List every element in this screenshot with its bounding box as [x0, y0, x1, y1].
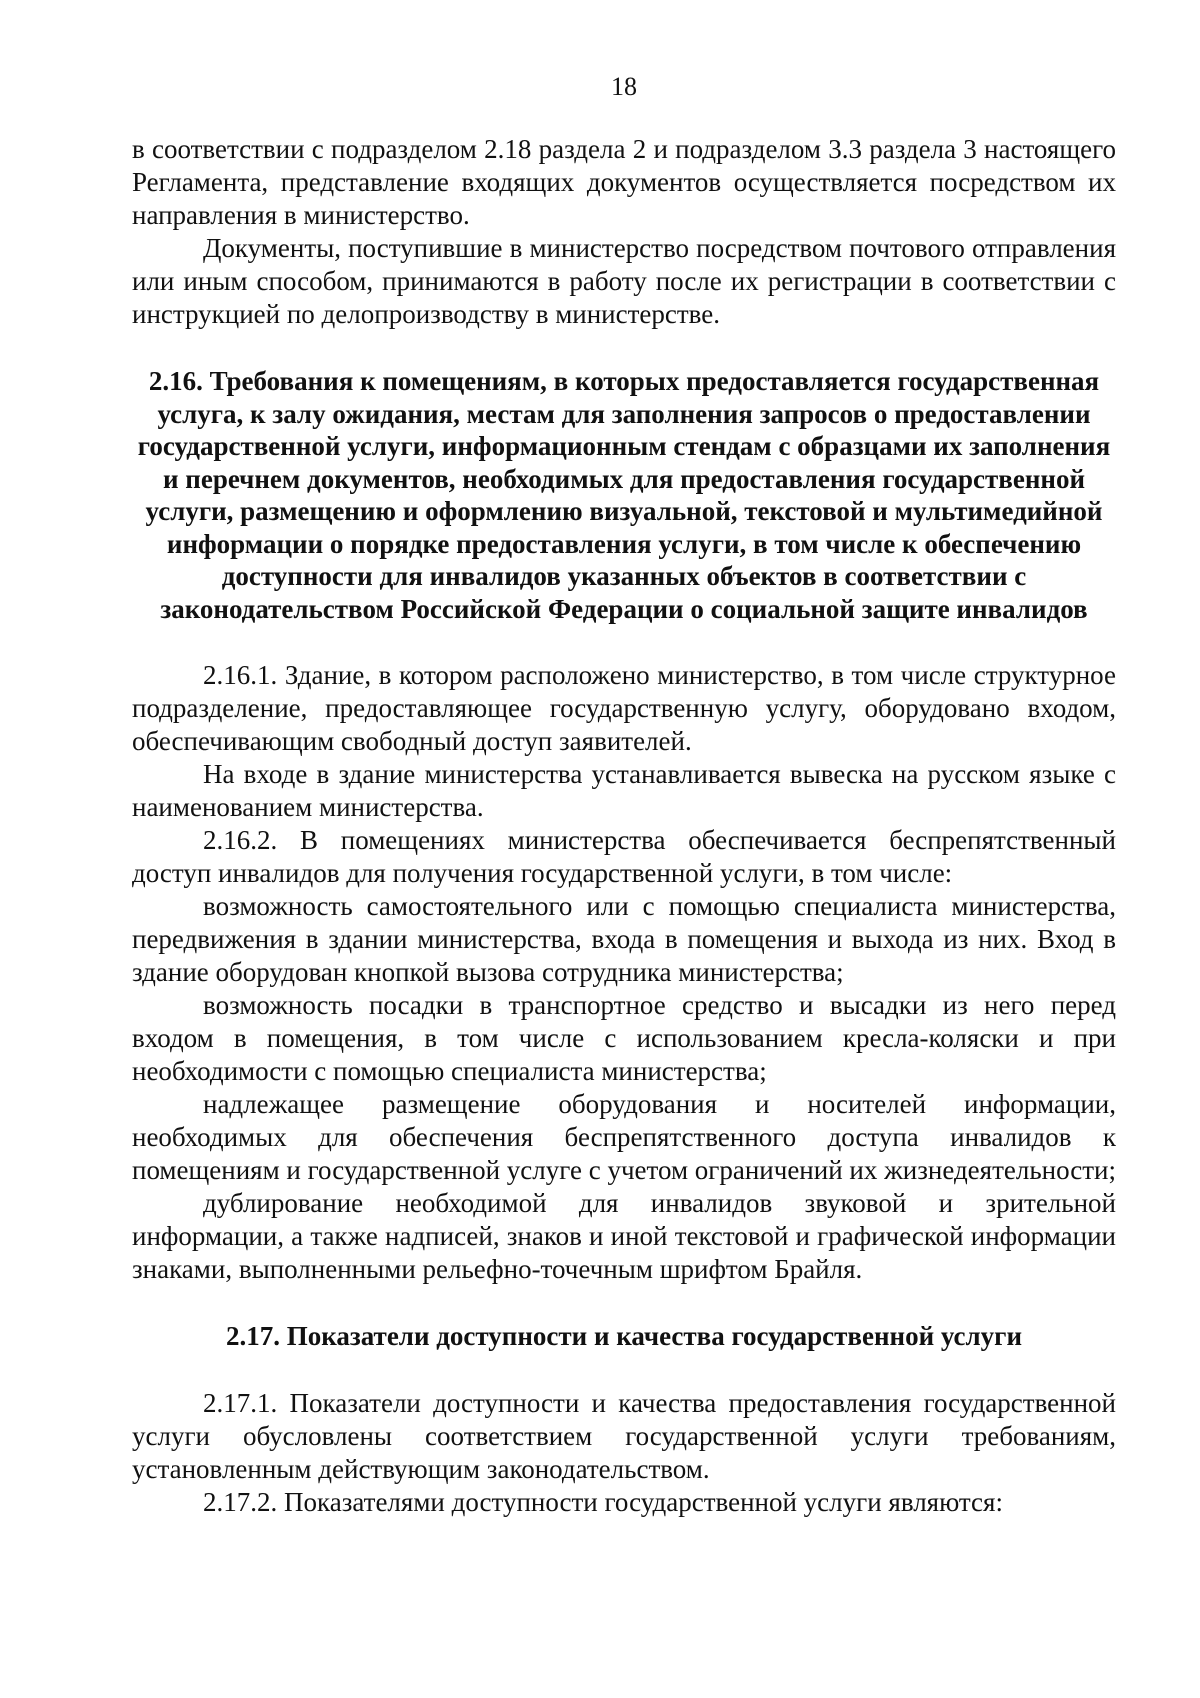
list-item-braille: дублирование необходимой для инвалидов звуковой и зрительной информации, а также надписей, знаков и иной текстовой и графической информации знаками, выполненными рельефно-точечным шрифтом Брайля.	[132, 1188, 1116, 1284]
list-item-equipment: надлежащее размещение оборудования и носителей информации, необходимых для обеспечения беспрепятственного доступа инвалидов к помещениям и государственной услуге с учетом ограничений их жизнедеятельности;	[132, 1089, 1117, 1185]
page-number: 18	[611, 72, 637, 101]
section-2-16-heading: 2.16. Требования к помещениям, в которых предоставляется государственная услуга, к залу ожидания, местам для заполнения запросов о предоставлении государственной услуги, информационным стендам с образцами их заполнения и перечнем документов, необходимых для предоставления государственной услуги, размещению и оформлению визуальной, текстовой и мультимедийной информации о порядке предоставления услуги, в том числе к обеспечению доступности для инвалидов указанных объектов в соответствии с законодательством Российской Федерации о социальной защите инвалидов	[137, 366, 1111, 624]
paragraph-signboard: На входе в здание министерства устанавливается вывеска на русском языке с наименованием министерства.	[132, 759, 1116, 822]
paragraph-2-17-2: 2.17.2. Показателями доступности государственной услуги являются:	[203, 1487, 1003, 1517]
paragraph-2-17-1: 2.17.1. Показатели доступности и качества предоставления государственной услуги обусловлены соответствием государственной услуги требованиям, установленным действующим законодательством.	[132, 1388, 1116, 1484]
list-item-transport: возможность посадки в транспортное средство и высадки из него перед входом в помещения, в том числе с использованием кресла-коляски и при необходимости с помощью специалиста министерства;	[132, 990, 1116, 1086]
list-item-movement: возможность самостоятельного или с помощью специалиста министерства, передвижения в здании министерства, входа в помещения и выхода из них. Вход в здание оборудован кнопкой вызова сотрудника министерства;	[132, 891, 1116, 987]
paragraph-2-16-2: 2.16.2. В помещениях министерства обеспечивается беспрепятственный доступ инвалидов для получения государственной услуги, в том числе:	[132, 825, 1116, 888]
document-page	[132, 0, 1116, 1519]
paragraph-2-16-1: 2.16.1. Здание, в котором расположено министерство, в том числе структурное подразделение, предоставляющее государственную услугу, оборудовано входом, обеспечивающим свободный доступ заявителей.	[132, 660, 1116, 756]
section-2-17-heading: 2.17. Показатели доступности и качества государственной услуги	[226, 1321, 1022, 1351]
paragraph-documents-registration: Документы, поступившие в министерство посредством почтового отправления или иным способом, принимаются в работу после их регистрации в соответствии с инструкцией по делопроизводству в министерстве.	[132, 233, 1116, 329]
paragraph-continuation: в соответствии с подразделом 2.18 раздела 2 и подразделом 3.3 раздела 3 настоящего Регламента, представление входящих документов осуществляется посредством их направления в министерство.	[132, 134, 1116, 230]
